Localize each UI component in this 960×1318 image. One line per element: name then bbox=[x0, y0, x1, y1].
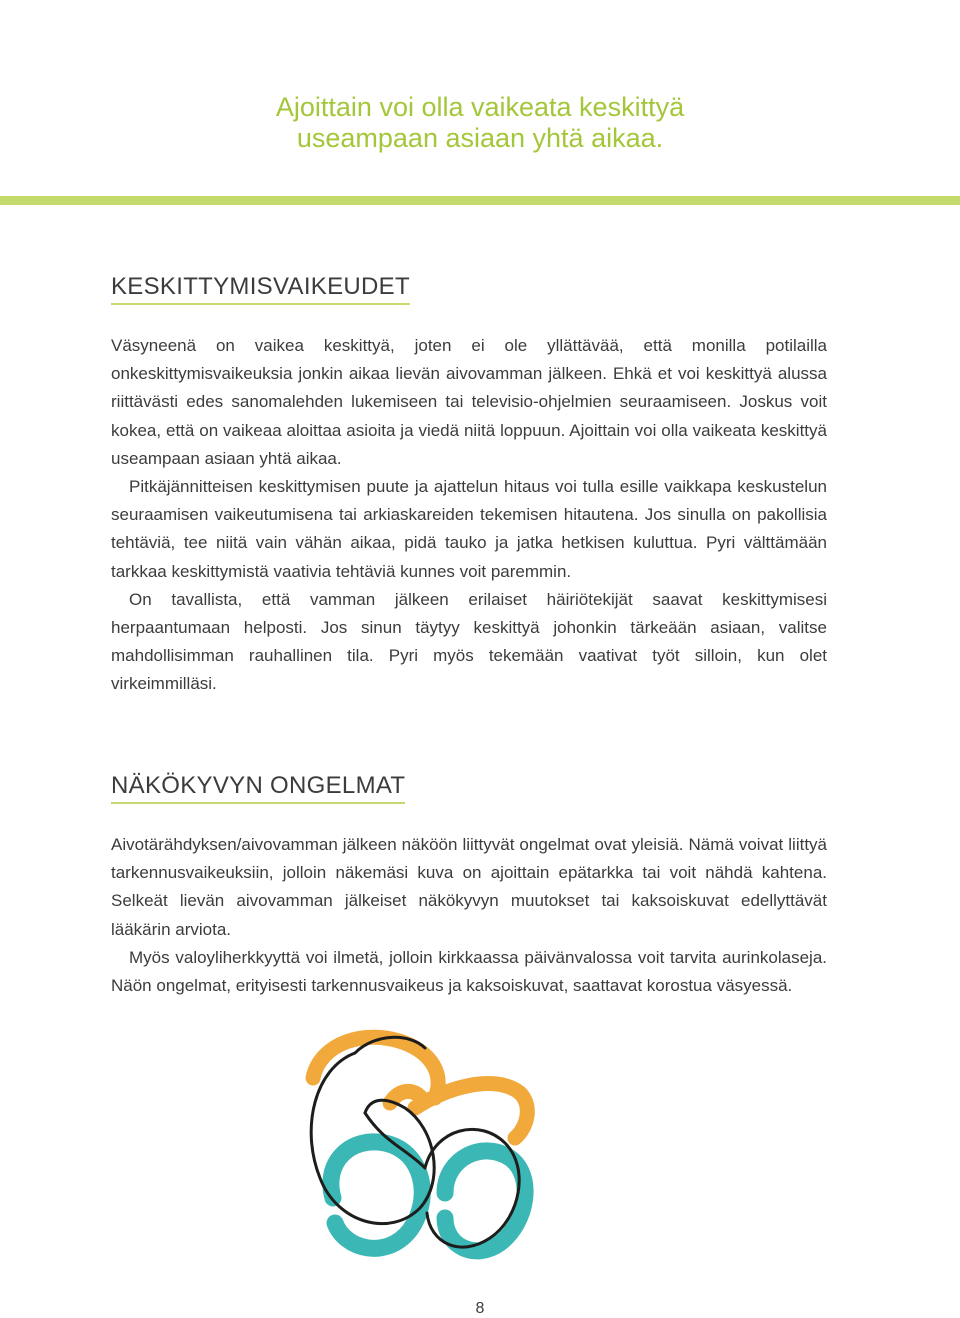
section-vision bbox=[111, 772, 827, 1000]
pull-quote-line-1: Ajoittain voi olla vaikeata keskittyä bbox=[275, 92, 685, 122]
section-heading-vision: NÄKÖKYVYN ONGELMAT bbox=[111, 772, 405, 804]
paragraph: Väsyneenä on vaikea keskittyä, joten ei ole yllättävää, että monilla potilailla onkeskittymisvaikeuksia jonkin aikaa lievän aivovamman jälkeen. Ehkä et voi keskittyä alussa riittävästi edes sanomalehden lukemiseen tai televisio-ohjelmien seuraamiseen. Joskus voit kokea, että on vaikeaa aloittaa asioita ja viedä niitä loppuun. Ajoittain voi olla vaikeata keskittyä useampaan asiaan yhtä aikaa. bbox=[111, 336, 827, 468]
pull-quote-box bbox=[0, 0, 960, 205]
page-number: 8 bbox=[475, 1300, 485, 1317]
section-heading-concentration: KESKITTYMISVAIKEUDET bbox=[111, 273, 410, 305]
pull-quote-line-2: useampaan asiaan yhtä aikaa. bbox=[296, 123, 664, 153]
paragraph: Aivotärähdyksen/aivovamman jälkeen näköön liittyvät ongelmat ovat yleisiä. Nämä voivat liittyä tarkennusvaikeuksiin, jolloin näkemäsi kuva on ajoittain epätarkka tai voit nähdä kahtena. Selkeät lievän aivovamman jälkeiset näkökyvyn muutokset tai kaksoiskuvat edellyttävät lääkärin arviota. bbox=[111, 835, 827, 939]
paragraph: Pitkäjännitteisen keskittymisen puute ja ajattelun hitaus voi tulla esille vaikkapa keskustelun seuraamisen vaikeutumisena tai arkiaskareiden tekemisen hitautena. Jos sinulla on pakollisia tehtäviä, tee niitä vain vähän aikaa, pidä tauko ja jatka hetkisen kuluttua. Pyri välttämään tarkkaa keskittymistä vaativia tehtäviä kunnes voit paremmin. bbox=[111, 477, 827, 581]
paragraph: Myös valoyliherkkyyttä voi ilmetä, jolloin kirkkaassa päivänvalossa voit tarvita aurinkolaseja. Näön ongelmat, erityisesti tarkennusvaikeus ja kaksoiskuvat, saattavat korostua väsyessä. bbox=[111, 947, 827, 996]
section-concentration bbox=[111, 273, 827, 699]
pull-quote bbox=[0, 92, 960, 154]
section-body-vision bbox=[111, 831, 827, 1000]
section-body-concentration bbox=[111, 332, 827, 699]
eyeglasses-illustration-icon bbox=[295, 1018, 545, 1283]
paragraph: On tavallista, että vamman jälkeen erilaiset häiriötekijät saavat keskittymisesi herpaantumaan helposti. Jos sinun täytyy keskittyä johonkin tärkeään asiaan, valitse mahdollisimman rauhallinen tila. Pyri myös tekemään vaativat työt silloin, kun olet virkeimmilläsi. bbox=[111, 589, 827, 694]
